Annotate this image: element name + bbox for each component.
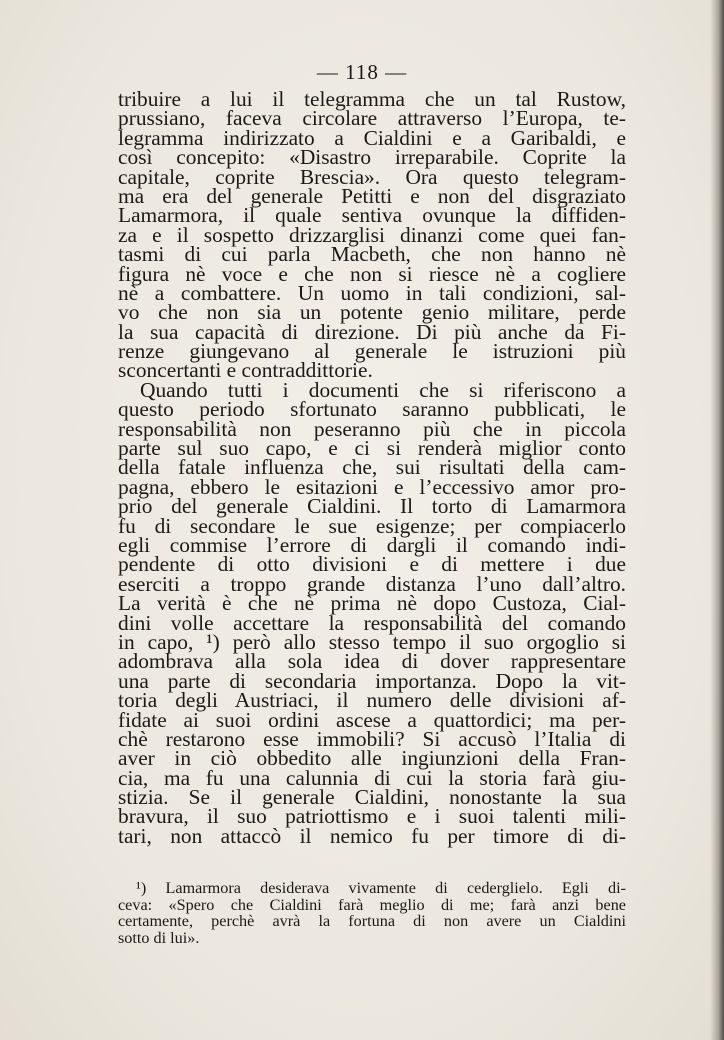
text-line: della fatale influenza che, sui risultati della cam- [118,455,626,480]
text-line: Lamarmora, il quale sentiva ovunque la diffiden- [118,203,626,228]
footnote-line: ¹) Lamarmora desiderava vivamente di cederglielo. Egli di- [136,879,626,897]
text-line: cia, ma fu una calunnia di cui la storia farà giu- [118,765,626,790]
footnotes [118,880,626,946]
text-line: bravura, il suo patriottismo e i suoi talenti mili- [118,804,626,829]
text-line: prio del generale Cialdini. Il torto di Lamarmora [118,494,626,519]
text-line: fidate ai suoi ordini ascese a quattordici; ma per- [118,707,626,732]
page-number: — 118 — [316,60,408,84]
text-line: capitale, coprite Brescia». Ora questo telegram- [118,164,626,189]
text-line: aver in ciò obbedito alle ingiunzioni della Fran- [118,746,626,771]
text-line: tari, non attaccò il nemico fu per timore di di- [118,823,626,848]
text-line: renze giungevano al generale le istruzioni più [118,339,626,364]
text-line: fu di secondare le sue esigenze; per compiacerlo [118,513,626,538]
text-line: prussiano, faceva circolare attraverso l’Europa, te- [118,106,626,131]
text-line: così concepito: «Disastro irreparabile. Coprite la [118,145,626,170]
footnote-line: sotto di lui». [118,928,200,947]
text-line: egli commise l’errore di dargli il comando indi- [118,532,626,557]
text-line: figura nè voce e che non si riesce nè a cogliere [118,261,626,286]
text-line: dini volle accettare la responsabilità del comando [118,610,626,635]
text-line: parte sul suo capo, e ci si renderà miglior conto [118,436,626,461]
text-line: tasmi di cui parla Macbeth, che non hanno nè [118,242,626,267]
text-line: toria degli Austriaci, il numero delle divisioni af- [118,688,626,713]
text-line: tribuire a lui il telegramma che un tal Rustow, [118,87,626,111]
text-line: questo periodo sfortunato saranno pubblicati, le [118,397,626,422]
text-line: la sua capacità di direzione. Di più anche da Fi- [118,319,626,344]
text-line: eserciti a troppo grande distanza l’uno dall’altro. [118,571,626,596]
text-line: una parte di secondaria importanza. Dopo la vit- [118,668,626,693]
text-line: La verità è che nè prima nè dopo Custoza, Cial- [118,591,626,616]
text-line: sconcertanti e contraddittorie. [118,358,373,383]
footnote-line: certamente, perchè avrà la fortuna di non avere un Cialdini [118,912,626,931]
text-line: chè restarono esse immobili? Si accusò l’Italia di [118,726,626,751]
text-line: responsabilità non peseranno più che in piccola [118,416,626,441]
body-text [118,87,626,848]
text-line: za e il sospetto drizzarglisi dinanzi come quei fan- [118,222,626,247]
text-line: nè a combattere. Un uomo in tali condizioni, sal- [118,280,626,305]
text-line: ma era del generale Petitti e non del disgraziato [118,183,626,208]
text-line: stizia. Se il generale Cialdini, nonostante la sua [118,785,626,810]
text-line: in capo, ¹) però allo stesso tempo il suo orgoglio si [118,629,626,654]
text-line: pendente di otto divisioni e di mettere i due [118,552,626,577]
text-line: adombrava alla sola idea di dover rappresentare [118,649,626,674]
text-line: pagna, ebbero le esitazioni e l’eccessivo amor pro- [118,474,626,499]
text-line: legramma indirizzato a Cialdini e a Garibaldi, e [118,125,626,150]
text-line: Quando tutti i documenti che si riferiscono a [140,377,626,402]
footnote-line: ceva: «Spero che Cialdini farà meglio di me; farà anzi bene [118,895,626,914]
text-line: vo che non sia un potente genio militare, perde [118,300,626,325]
page-edge-shadow [710,0,724,1040]
